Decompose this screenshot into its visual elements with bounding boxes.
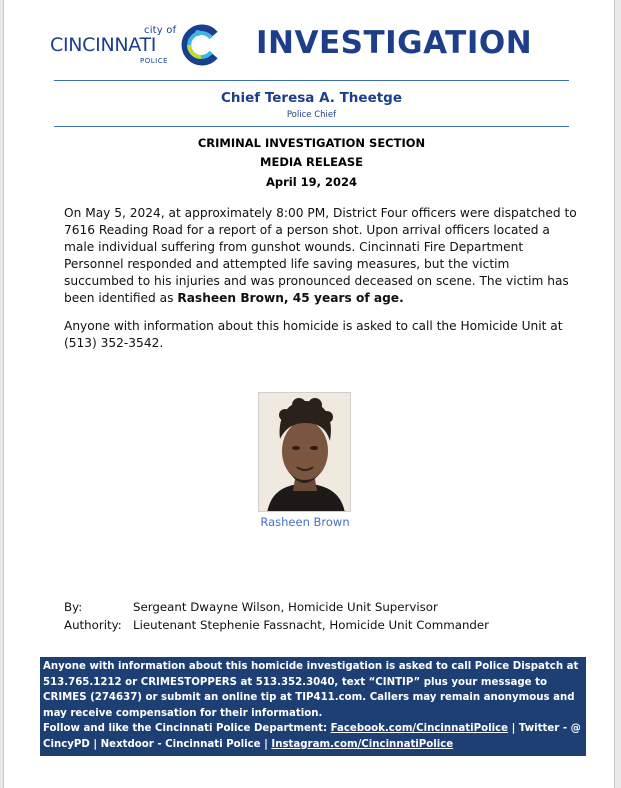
instagram-link[interactable]: Instagram.com/CincinnatiPolice <box>271 738 454 750</box>
photo-caption: Rasheen Brown <box>260 515 350 529</box>
by-label: By: <box>64 600 83 614</box>
follow-prefix: Follow and like the Cincinnati Police Department: <box>43 723 331 734</box>
victim-photo <box>258 392 351 512</box>
logo-city-of: city of <box>144 25 177 36</box>
incident-paragraph <box>64 205 579 307</box>
header-divider-bottom <box>54 126 569 127</box>
facebook-link[interactable]: Facebook.com/CincinnatiPolice <box>330 723 509 734</box>
section-heading: CRIMINAL INVESTIGATION SECTION <box>197 136 426 150</box>
release-date: April 19, 2024 <box>265 175 358 189</box>
authority-label: Authority: <box>64 618 122 632</box>
logo-c-mark-icon <box>176 20 226 70</box>
header-divider-top <box>54 80 569 81</box>
page-title: INVESTIGATION <box>256 25 533 61</box>
logo-city-name: CINCINNATI <box>50 34 157 56</box>
incident-text: On May 5, 2024, at approximately 8:00 PM, District Four officers were dispatched to 7616 Reading Road for a report of a person shot. Upon arrival officers located a male individual suffering from gunshot wounds. Cincinnati Fire Department Personnel responded and attempted life saving measures, but the victim succumbed to his injuries and was pronounced deceased on scene. The victim has been identified as <box>64 206 577 305</box>
by-value: Sergeant Dwayne Wilson, Homicide Unit Supervisor <box>133 600 438 614</box>
chief-name: Chief Teresa A. Theetge <box>220 90 403 106</box>
social-follow-line <box>43 721 583 752</box>
authority-value: Lieutenant Stephenie Fassnacht, Homicide Unit Commander <box>133 618 490 632</box>
victim-identity: Rasheen Brown, 45 years of age. <box>177 291 404 305</box>
logo-police: POLICE <box>140 57 169 65</box>
chief-title: Police Chief <box>286 110 337 120</box>
cincinnati-police-logo <box>48 20 228 70</box>
tip-info-text: Anyone with information about this homicide investigation is asked to call Police Dispatch at 513.765.1212 or CRIMESTOPPERS at 513.352.3040, text “CINTIP” plus your message to CRIMES (274637) or submit an online tip at TIP411.com. Callers may remain anonymous and may receive compensation for their information. <box>43 661 579 719</box>
contact-paragraph: Anyone with information about this homicide is asked to call the Homicide Unit at (513) 352-3542. <box>64 319 563 350</box>
tip-info-box <box>40 657 586 756</box>
document-page <box>3 0 615 788</box>
victim-photo-image <box>259 393 351 512</box>
social-separator: | Twitter - @ CincyPD | Nextdoor - Cincinnati Police | <box>43 723 581 750</box>
release-type: MEDIA RELEASE <box>260 155 363 169</box>
